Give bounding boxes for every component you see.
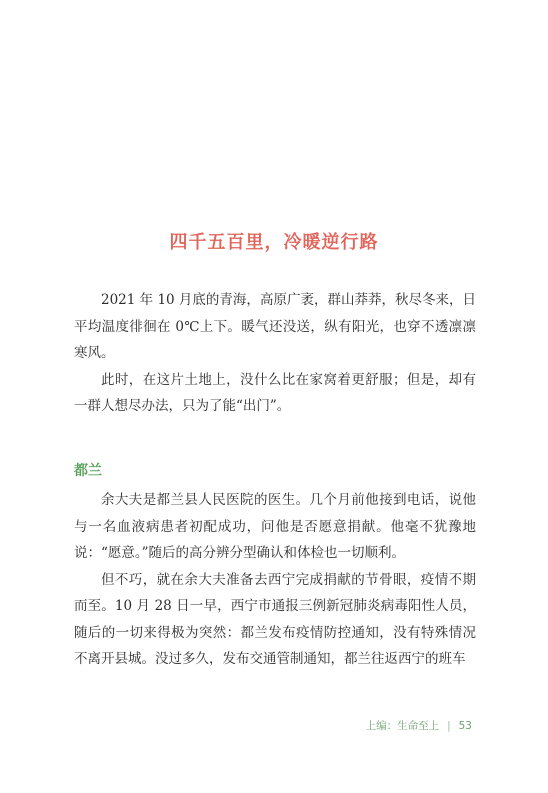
page-footer [366, 718, 472, 733]
footer-section-label: 上编：生命至上 [365, 720, 440, 732]
intro-paragraph-2: 此时，在这片土地上，没什么比在家窝着更舒服；但是，却有一群人想尽办法，只为了能“出门”。 [74, 371, 476, 414]
section-paragraph-1: 余大夫是都兰县人民医院的医生。几个月前他接到电话，说他与一名血液病患者初配成功，问他是否愿意捐献。他毫不犹豫地说：“愿意。”随后的高分辨分型确认和体检也一切顺利。 [74, 492, 476, 561]
intro-paragraph-1: 2021 年 10 月底的青海，高原广袤，群山莽莽，秋尽冬来，日平均温度徘徊在 0℃上下。暖气还没送，纵有阳光，也穿不透凛凛寒风。 [74, 292, 476, 361]
section-paragraph-2: 但不巧，就在余大夫准备去西宁完成捐献的节骨眼，疫情不期而至。10 月 28 日一早，西宁市通报三例新冠肺炎病毒阳性人员，随后的一切来得极为突然：都兰发布疫情防控通知，没有特殊情况不离开县城。没过多久，发布交通管制通知，都兰往返西宁的班车 [74, 571, 476, 667]
page-number: 53 [458, 719, 472, 732]
footer-separator: | [447, 719, 451, 732]
section-text [74, 487, 476, 673]
chapter-title: 四千五百里，冷暖逆行路 [169, 232, 379, 253]
section-heading: 都兰 [74, 463, 102, 479]
intro-text [74, 287, 476, 420]
